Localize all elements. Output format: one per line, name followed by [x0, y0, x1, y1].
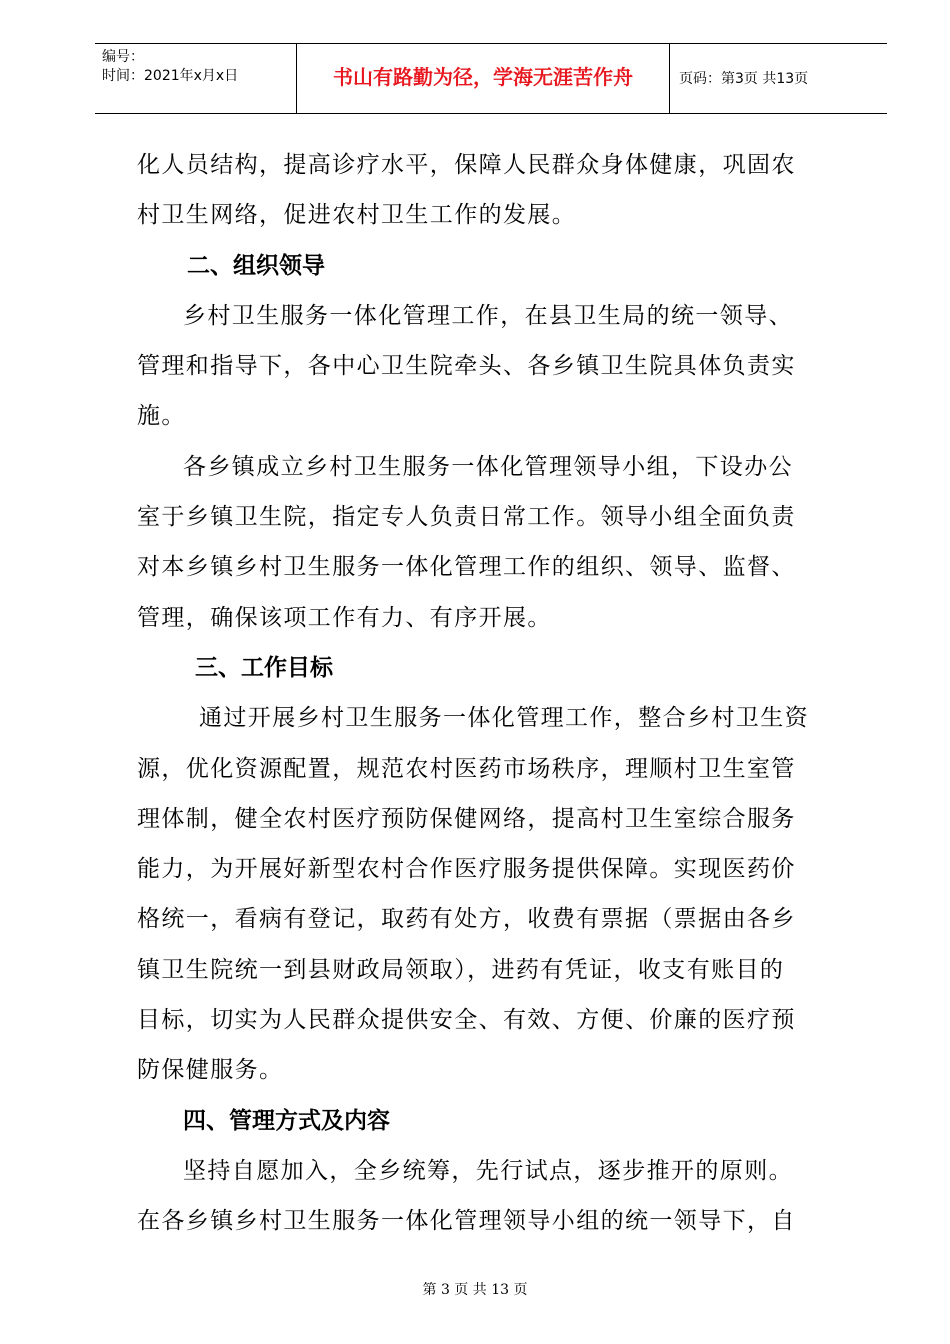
page-footer: 第 3 页 共 13 页	[422, 1282, 528, 1298]
header-divider-left	[296, 43, 297, 113]
section-heading: 二、组织领导	[187, 252, 325, 279]
header-top-rule	[95, 43, 887, 44]
body-line: 通过开展乡村卫生服务一体化管理工作，整合乡村卫生资	[199, 705, 809, 732]
body-line: 在各乡镇乡村卫生服务一体化管理领导小组的统一领导下，自	[137, 1208, 796, 1235]
section-heading: 四、管理方式及内容	[183, 1107, 390, 1134]
body-line: 对本乡镇乡村卫生服务一体化管理工作的组织、领导、监督、	[137, 554, 796, 581]
body-line: 理体制，健全农村医疗预防保健网络，提高村卫生室综合服务	[137, 805, 796, 832]
body-line: 坚持自愿加入，全乡统筹，先行试点，逐步推开的原则。	[183, 1157, 793, 1184]
header-page-info: 页码：第3页 共13页	[679, 71, 809, 87]
document-time-label: 时间：2021年x月x日	[102, 68, 239, 84]
header-divider-right	[669, 43, 670, 113]
body-line: 能力，为开展好新型农村合作医疗服务提供保障。实现医药价	[137, 856, 796, 883]
body-line: 室于乡镇卫生院，指定专人负责日常工作。领导小组全面负责	[137, 504, 796, 531]
body-line: 目标，切实为人民群众提供安全、有效、方便、价廉的医疗预	[137, 1007, 796, 1034]
header-bottom-rule	[95, 113, 887, 114]
body-line: 源，优化资源配置，规范农村医药市场秩序，理顺村卫生室管	[137, 755, 796, 782]
body-line: 化人员结构，提高诊疗水平，保障人民群众身体健康，巩固农	[137, 152, 796, 178]
body-line: 管理，确保该项工作有力、有序开展。	[137, 604, 552, 631]
header-meta	[102, 48, 292, 86]
body-line: 格统一，看病有登记，取药有处方，收费有票据（票据由各乡	[137, 906, 796, 933]
body-line: 管理和指导下，各中心卫生院牵头、各乡镇卫生院具体负责实	[137, 353, 796, 380]
body-line: 村卫生网络，促进农村卫生工作的发展。	[137, 202, 577, 229]
document-number-label: 编号：	[102, 49, 144, 65]
body-line: 施。	[137, 403, 186, 430]
header-motto: 书山有路勤为径，学海无涯苦作舟	[333, 65, 633, 89]
section-heading: 三、工作目标	[195, 654, 333, 681]
body-line: 镇卫生院统一到县财政局领取），进药有凭证，收支有账目的	[137, 956, 785, 983]
body-line: 各乡镇成立乡村卫生服务一体化管理领导小组，下设办公	[183, 453, 793, 480]
document-body	[137, 140, 837, 1247]
body-line: 防保健服务。	[137, 1057, 284, 1084]
body-line: 乡村卫生服务一体化管理工作，在县卫生局的统一领导、	[183, 302, 793, 329]
